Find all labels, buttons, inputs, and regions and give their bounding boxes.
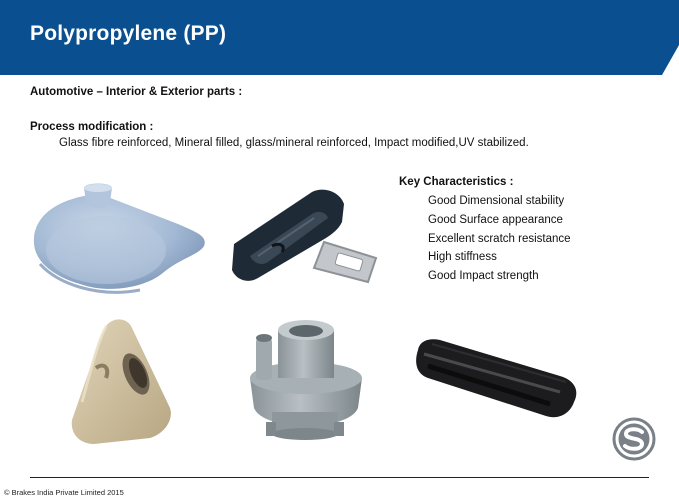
black-strap-loop-image (410, 336, 582, 426)
copyright-text: © Brakes India Private Limited 2015 (4, 488, 124, 497)
application-heading: Automotive – Interior & Exterior parts : (30, 86, 243, 98)
characteristic-item: Excellent scratch resistance (428, 232, 571, 245)
seat-belt-buckle-image (228, 186, 380, 288)
characteristic-item: Good Surface appearance (428, 213, 563, 226)
page-title: Polypropylene (PP) (30, 22, 227, 45)
brakes-india-logo-icon (612, 417, 656, 461)
characteristic-item: High stiffness (428, 251, 497, 264)
characteristic-item: Good Impact strength (428, 270, 539, 283)
key-characteristics-list (428, 194, 571, 288)
process-modification-text: Glass fibre reinforced, Mineral filled, glass/mineral reinforced, Impact modified,UV stabilized. (59, 137, 529, 149)
grey-filler-neck-image (244, 316, 368, 444)
footer-divider (30, 477, 649, 478)
beige-trim-clip-image (66, 316, 176, 446)
header-banner (0, 0, 679, 75)
washer-reservoir-cap-image (28, 180, 208, 298)
key-characteristics-heading: Key Characteristics : (399, 176, 514, 188)
characteristic-item: Good Dimensional stability (428, 195, 565, 207)
process-modification-heading: Process modification : (30, 121, 154, 133)
